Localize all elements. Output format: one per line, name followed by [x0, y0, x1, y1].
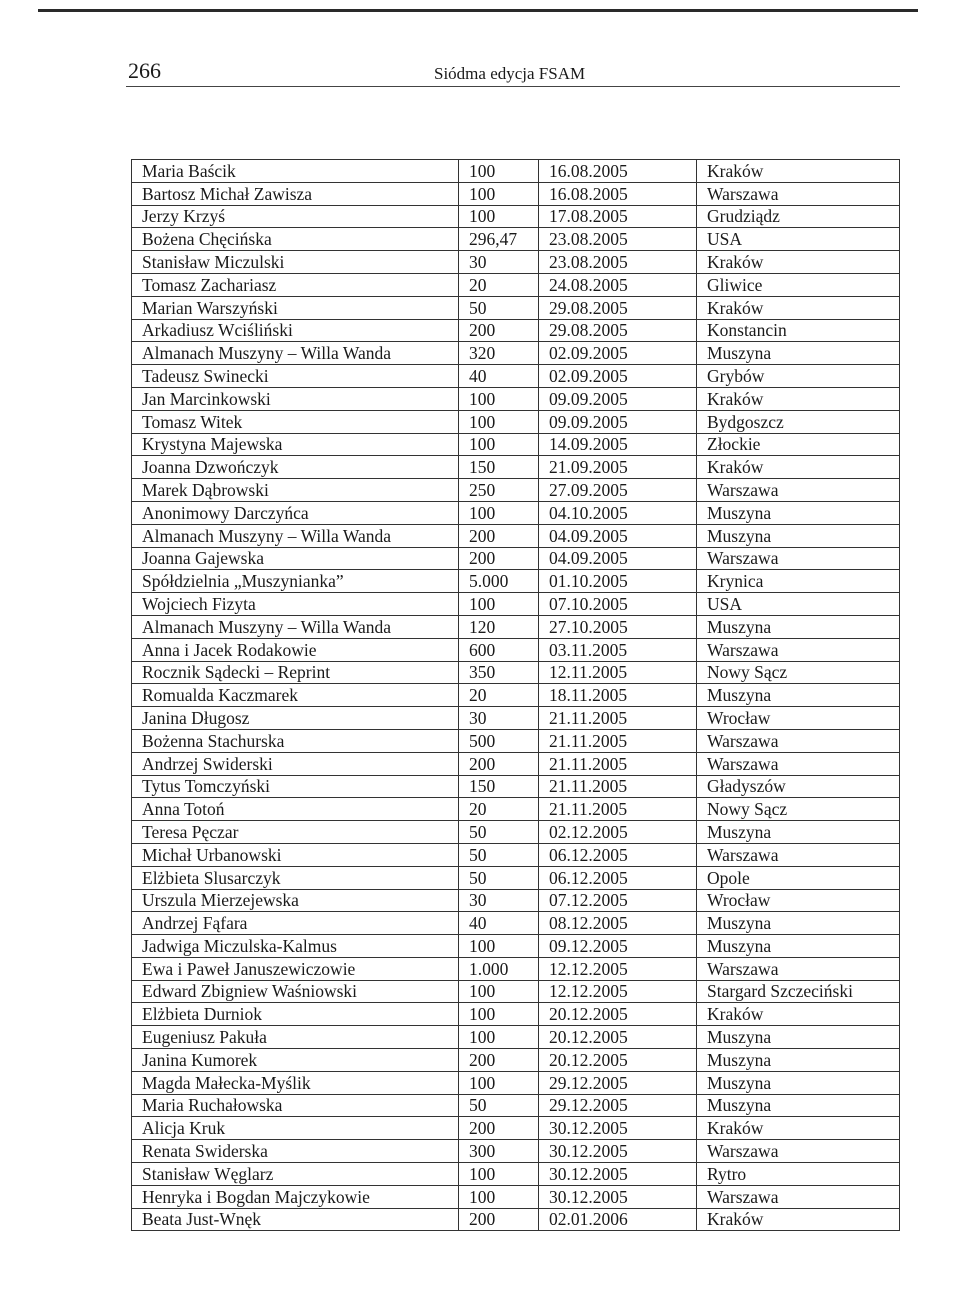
donor-name-cell: Bożena Chęcińska: [132, 228, 459, 251]
date-cell: 08.12.2005: [539, 912, 697, 935]
date-cell: 04.09.2005: [539, 547, 697, 570]
date-cell: 16.08.2005: [539, 160, 697, 183]
table-row: [132, 273, 900, 296]
amount-cell: 50: [459, 1094, 539, 1117]
table-row: [132, 1208, 900, 1231]
city-cell: Warszawa: [697, 843, 900, 866]
date-cell: 04.10.2005: [539, 501, 697, 524]
table-row: [132, 160, 900, 183]
city-cell: Muszyna: [697, 821, 900, 844]
city-cell: Grudziądz: [697, 205, 900, 228]
date-cell: 07.12.2005: [539, 889, 697, 912]
city-cell: Muszyna: [697, 524, 900, 547]
table-row: [132, 296, 900, 319]
date-cell: 01.10.2005: [539, 570, 697, 593]
date-cell: 12.12.2005: [539, 980, 697, 1003]
amount-cell: 100: [459, 1071, 539, 1094]
city-cell: Warszawa: [697, 957, 900, 980]
donor-name-cell: Renata Swiderska: [132, 1140, 459, 1163]
date-cell: 07.10.2005: [539, 593, 697, 616]
date-cell: 09.09.2005: [539, 387, 697, 410]
city-cell: Muszyna: [697, 935, 900, 958]
donor-name-cell: Tomasz Zachariasz: [132, 273, 459, 296]
amount-cell: 100: [459, 433, 539, 456]
amount-cell: 150: [459, 456, 539, 479]
city-cell: Muszyna: [697, 615, 900, 638]
city-cell: Muszyna: [697, 684, 900, 707]
amount-cell: 200: [459, 1208, 539, 1231]
donor-name-cell: Bartosz Michał Zawisza: [132, 182, 459, 205]
donor-name-cell: Urszula Mierzejewska: [132, 889, 459, 912]
donor-name-cell: Tomasz Witek: [132, 410, 459, 433]
amount-cell: 100: [459, 1003, 539, 1026]
amount-cell: 500: [459, 729, 539, 752]
city-cell: Kraków: [697, 160, 900, 183]
city-cell: Kraków: [697, 296, 900, 319]
donor-name-cell: Andrzej Swiderski: [132, 752, 459, 775]
table-row: [132, 524, 900, 547]
amount-cell: 200: [459, 524, 539, 547]
table-row: [132, 1049, 900, 1072]
amount-cell: 5.000: [459, 570, 539, 593]
city-cell: Warszawa: [697, 729, 900, 752]
city-cell: Gliwice: [697, 273, 900, 296]
table-row: [132, 843, 900, 866]
date-cell: 18.11.2005: [539, 684, 697, 707]
date-cell: 30.12.2005: [539, 1140, 697, 1163]
city-cell: Kraków: [697, 251, 900, 274]
donor-name-cell: Arkadiusz Wciśliński: [132, 319, 459, 342]
table-row: [132, 684, 900, 707]
amount-cell: 1.000: [459, 957, 539, 980]
city-cell: Krynica: [697, 570, 900, 593]
date-cell: 02.09.2005: [539, 342, 697, 365]
amount-cell: 40: [459, 912, 539, 935]
date-cell: 16.08.2005: [539, 182, 697, 205]
date-cell: 09.09.2005: [539, 410, 697, 433]
donor-name-cell: Marek Dąbrowski: [132, 479, 459, 502]
city-cell: Muszyna: [697, 1026, 900, 1049]
date-cell: 20.12.2005: [539, 1026, 697, 1049]
table-row: [132, 182, 900, 205]
amount-cell: 100: [459, 501, 539, 524]
date-cell: 30.12.2005: [539, 1163, 697, 1186]
date-cell: 21.11.2005: [539, 775, 697, 798]
table-row: [132, 1117, 900, 1140]
amount-cell: 100: [459, 182, 539, 205]
amount-cell: 320: [459, 342, 539, 365]
table-row: [132, 661, 900, 684]
table-row: [132, 615, 900, 638]
donor-name-cell: Jadwiga Miczulska-Kalmus: [132, 935, 459, 958]
date-cell: 30.12.2005: [539, 1185, 697, 1208]
date-cell: 27.09.2005: [539, 479, 697, 502]
city-cell: Wrocław: [697, 889, 900, 912]
amount-cell: 120: [459, 615, 539, 638]
table-row: [132, 980, 900, 1003]
table-row: [132, 593, 900, 616]
city-cell: Kraków: [697, 1003, 900, 1026]
amount-cell: 30: [459, 251, 539, 274]
donor-name-cell: Andrzej Fąfara: [132, 912, 459, 935]
amount-cell: 50: [459, 843, 539, 866]
table-row: [132, 1071, 900, 1094]
city-cell: USA: [697, 593, 900, 616]
date-cell: 24.08.2005: [539, 273, 697, 296]
donors-table-body: [132, 160, 900, 1231]
table-row: [132, 821, 900, 844]
date-cell: 21.09.2005: [539, 456, 697, 479]
city-cell: Muszyna: [697, 912, 900, 935]
city-cell: Kraków: [697, 1208, 900, 1231]
date-cell: 23.08.2005: [539, 251, 697, 274]
city-cell: Gładyszów: [697, 775, 900, 798]
city-cell: Grybów: [697, 365, 900, 388]
city-cell: Warszawa: [697, 752, 900, 775]
amount-cell: 300: [459, 1140, 539, 1163]
city-cell: Warszawa: [697, 1185, 900, 1208]
date-cell: 17.08.2005: [539, 205, 697, 228]
date-cell: 14.09.2005: [539, 433, 697, 456]
city-cell: Warszawa: [697, 479, 900, 502]
amount-cell: 296,47: [459, 228, 539, 251]
amount-cell: 30: [459, 707, 539, 730]
city-cell: Złockie: [697, 433, 900, 456]
date-cell: 06.12.2005: [539, 843, 697, 866]
date-cell: 27.10.2005: [539, 615, 697, 638]
page-header: [126, 56, 900, 87]
table-row: [132, 798, 900, 821]
donor-name-cell: Maria Baścik: [132, 160, 459, 183]
table-row: [132, 365, 900, 388]
date-cell: 29.08.2005: [539, 319, 697, 342]
donor-name-cell: Almanach Muszyny – Willa Wanda: [132, 524, 459, 547]
date-cell: 09.12.2005: [539, 935, 697, 958]
amount-cell: 20: [459, 798, 539, 821]
donor-name-cell: Anna i Jacek Rodakowie: [132, 638, 459, 661]
amount-cell: 350: [459, 661, 539, 684]
city-cell: Warszawa: [697, 182, 900, 205]
amount-cell: 100: [459, 935, 539, 958]
date-cell: 02.12.2005: [539, 821, 697, 844]
date-cell: 02.09.2005: [539, 365, 697, 388]
date-cell: 03.11.2005: [539, 638, 697, 661]
table-row: [132, 433, 900, 456]
city-cell: Muszyna: [697, 1094, 900, 1117]
city-cell: Kraków: [697, 456, 900, 479]
amount-cell: 50: [459, 866, 539, 889]
donor-name-cell: Almanach Muszyny – Willa Wanda: [132, 615, 459, 638]
date-cell: 04.09.2005: [539, 524, 697, 547]
city-cell: Warszawa: [697, 638, 900, 661]
table-row: [132, 456, 900, 479]
table-row: [132, 775, 900, 798]
city-cell: Nowy Sącz: [697, 661, 900, 684]
city-cell: Muszyna: [697, 1049, 900, 1072]
donor-name-cell: Janina Kumorek: [132, 1049, 459, 1072]
city-cell: Kraków: [697, 387, 900, 410]
table-row: [132, 866, 900, 889]
donor-name-cell: Jan Marcinkowski: [132, 387, 459, 410]
amount-cell: 100: [459, 1026, 539, 1049]
table-row: [132, 570, 900, 593]
running-title: Siódma edycja FSAM: [434, 64, 586, 83]
amount-cell: 200: [459, 752, 539, 775]
donor-name-cell: Henryka i Bogdan Majczykowie: [132, 1185, 459, 1208]
table-row: [132, 912, 900, 935]
donor-name-cell: Alicja Kruk: [132, 1117, 459, 1140]
donor-name-cell: Jerzy Krzyś: [132, 205, 459, 228]
donor-name-cell: Eugeniusz Pakuła: [132, 1026, 459, 1049]
city-cell: Rytro: [697, 1163, 900, 1186]
amount-cell: 150: [459, 775, 539, 798]
donor-name-cell: Stanisław Węglarz: [132, 1163, 459, 1186]
donor-name-cell: Wojciech Fizyta: [132, 593, 459, 616]
date-cell: 29.12.2005: [539, 1094, 697, 1117]
donor-name-cell: Teresa Pęczar: [132, 821, 459, 844]
donor-name-cell: Maria Ruchałowska: [132, 1094, 459, 1117]
table-row: [132, 1163, 900, 1186]
date-cell: 20.12.2005: [539, 1049, 697, 1072]
amount-cell: 100: [459, 387, 539, 410]
date-cell: 29.08.2005: [539, 296, 697, 319]
donor-name-cell: Elżbieta Durniok: [132, 1003, 459, 1026]
table-row: [132, 752, 900, 775]
city-cell: Nowy Sącz: [697, 798, 900, 821]
table-row: [132, 251, 900, 274]
city-cell: Konstancin: [697, 319, 900, 342]
table-row: [132, 935, 900, 958]
donor-name-cell: Rocznik Sądecki – Reprint: [132, 661, 459, 684]
amount-cell: 100: [459, 410, 539, 433]
amount-cell: 200: [459, 1049, 539, 1072]
donor-name-cell: Almanach Muszyny – Willa Wanda: [132, 342, 459, 365]
donor-name-cell: Janina Długosz: [132, 707, 459, 730]
donor-name-cell: Joanna Dzwończyk: [132, 456, 459, 479]
donor-name-cell: Spółdzielnia „Muszynianka”: [132, 570, 459, 593]
amount-cell: 20: [459, 273, 539, 296]
amount-cell: 20: [459, 684, 539, 707]
donor-name-cell: Joanna Gajewska: [132, 547, 459, 570]
table-row: [132, 387, 900, 410]
donor-name-cell: Anna Totoń: [132, 798, 459, 821]
table-row: [132, 957, 900, 980]
donor-name-cell: Ewa i Paweł Januszewiczowie: [132, 957, 459, 980]
date-cell: 21.11.2005: [539, 707, 697, 730]
page-number: 266: [128, 58, 161, 83]
table-row: [132, 342, 900, 365]
city-cell: Warszawa: [697, 1140, 900, 1163]
amount-cell: 200: [459, 1117, 539, 1140]
amount-cell: 600: [459, 638, 539, 661]
city-cell: Stargard Szczeciński: [697, 980, 900, 1003]
table-row: [132, 319, 900, 342]
donor-name-cell: Romualda Kaczmarek: [132, 684, 459, 707]
date-cell: 29.12.2005: [539, 1071, 697, 1094]
amount-cell: 100: [459, 205, 539, 228]
date-cell: 20.12.2005: [539, 1003, 697, 1026]
city-cell: Kraków: [697, 1117, 900, 1140]
date-cell: 21.11.2005: [539, 798, 697, 821]
amount-cell: 100: [459, 1185, 539, 1208]
amount-cell: 40: [459, 365, 539, 388]
amount-cell: 100: [459, 160, 539, 183]
table-row: [132, 410, 900, 433]
date-cell: 02.01.2006: [539, 1208, 697, 1231]
donor-name-cell: Michał Urbanowski: [132, 843, 459, 866]
table-row: [132, 1140, 900, 1163]
table-row: [132, 1026, 900, 1049]
donor-name-cell: Krystyna Majewska: [132, 433, 459, 456]
amount-cell: 100: [459, 593, 539, 616]
donor-name-cell: Marian Warszyński: [132, 296, 459, 319]
amount-cell: 250: [459, 479, 539, 502]
date-cell: 12.12.2005: [539, 957, 697, 980]
table-row: [132, 547, 900, 570]
amount-cell: 100: [459, 980, 539, 1003]
amount-cell: 50: [459, 821, 539, 844]
date-cell: 23.08.2005: [539, 228, 697, 251]
amount-cell: 200: [459, 319, 539, 342]
donor-name-cell: Bożenna Stachurska: [132, 729, 459, 752]
city-cell: Bydgoszcz: [697, 410, 900, 433]
amount-cell: 30: [459, 889, 539, 912]
top-rule: [38, 9, 918, 12]
donor-name-cell: Anonimowy Darczyńca: [132, 501, 459, 524]
amount-cell: 200: [459, 547, 539, 570]
table-row: [132, 638, 900, 661]
table-row: [132, 1003, 900, 1026]
donor-name-cell: Edward Zbigniew Waśniowski: [132, 980, 459, 1003]
amount-cell: 100: [459, 1163, 539, 1186]
city-cell: Muszyna: [697, 501, 900, 524]
table-row: [132, 228, 900, 251]
donors-table: [131, 159, 900, 1231]
table-row: [132, 205, 900, 228]
donor-name-cell: Stanisław Miczulski: [132, 251, 459, 274]
table-row: [132, 889, 900, 912]
table-row: [132, 729, 900, 752]
city-cell: Wrocław: [697, 707, 900, 730]
table-row: [132, 1094, 900, 1117]
table-row: [132, 501, 900, 524]
donor-name-cell: Magda Małecka-Myślik: [132, 1071, 459, 1094]
table-row: [132, 479, 900, 502]
table-row: [132, 1185, 900, 1208]
date-cell: 21.11.2005: [539, 752, 697, 775]
city-cell: Warszawa: [697, 547, 900, 570]
date-cell: 06.12.2005: [539, 866, 697, 889]
city-cell: USA: [697, 228, 900, 251]
table-row: [132, 707, 900, 730]
amount-cell: 50: [459, 296, 539, 319]
date-cell: 30.12.2005: [539, 1117, 697, 1140]
date-cell: 21.11.2005: [539, 729, 697, 752]
city-cell: Muszyna: [697, 1071, 900, 1094]
donor-name-cell: Beata Just-Wnęk: [132, 1208, 459, 1231]
donor-name-cell: Elżbieta Slusarczyk: [132, 866, 459, 889]
donor-name-cell: Tytus Tomczyński: [132, 775, 459, 798]
date-cell: 12.11.2005: [539, 661, 697, 684]
donor-name-cell: Tadeusz Swinecki: [132, 365, 459, 388]
city-cell: Muszyna: [697, 342, 900, 365]
city-cell: Opole: [697, 866, 900, 889]
